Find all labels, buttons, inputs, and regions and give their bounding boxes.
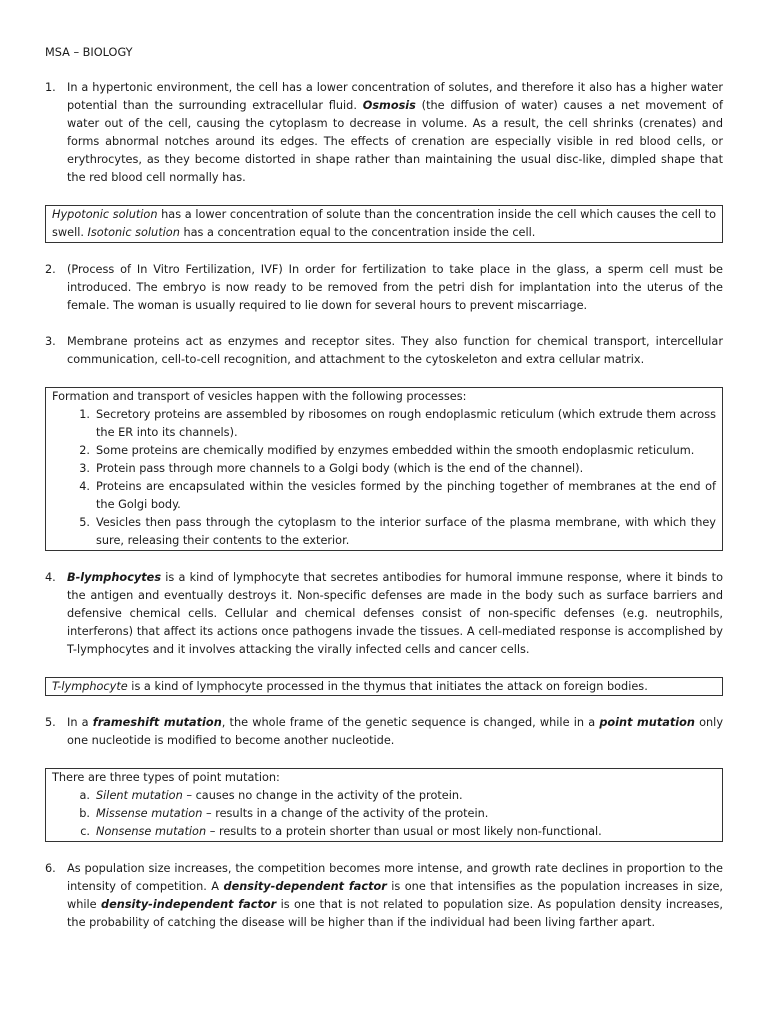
definition: – causes no change in the activity of the protein. [182,789,463,802]
question-5 [45,714,723,750]
list-letter: a. [79,789,90,802]
term: Nonsense mutation [96,825,207,838]
box-intro: Formation and transport of vesicles happen with the following processes: [52,390,467,403]
key-term: point mutation [599,716,695,729]
note-box-tonicity [45,205,723,243]
list-item [52,823,716,841]
list-item [52,442,716,460]
item-number: 6. [45,862,56,875]
box-intro: There are three types of point mutation: [52,771,280,784]
key-term: T-lymphocyte [52,680,128,693]
list-item [52,460,716,478]
list-item [52,787,716,805]
mutation-types-list [52,787,716,841]
document-page [45,46,723,950]
list-text: Secretory proteins are assembled by ribosomes on rough endoplasmic reticulum (which extrude them across the ER into its channels). [96,408,716,439]
text-run: only one nucleotide is modified to become another nucleotide. [67,716,724,747]
item-text [67,860,723,932]
list-text: Some proteins are chemically modified by enzymes embedded within the smooth endoplasmic reticulum. [96,444,695,457]
vesicle-steps-list [52,406,716,550]
list-number: 2. [79,444,90,457]
item-number: 1. [45,81,56,94]
text-run: , the whole frame of the genetic sequence is changed, while in a [221,716,600,729]
text-run: is a kind of lymphocyte processed in the thymus that initiates the attack on foreign bodies. [127,680,648,693]
question-4 [45,569,723,659]
text-run: As population size increases, the competition becomes more intense, and growth rate declines in proportion to the intensity of competition. A [67,862,723,893]
text-run: has a lower concentration of solute than the concentration inside the cell which causes the cell to swell. [52,208,716,239]
item-number: 5. [45,716,56,729]
text-run: (the diffusion of water) causes a net movement of water out of the cell, causing the cytoplasm to decrease in volume. As a result, the cell shrinks (crenates) and forms abnormal notches around its edges. The effects of crenation are especially visible in red blood cells, or erythrocytes, as they become distorted in shape rather than maintaining the usual disc-like, dimpled shape that the red blood cell normally has. [67,99,724,184]
text-run: is one that intensifies as the population increases in size, while [67,880,723,911]
list-number: 5. [79,516,90,529]
list-number: 1. [79,408,90,421]
box-text [52,206,716,242]
question-2 [45,261,723,315]
list-item [52,514,716,550]
list-text: Protein pass through more channels to a Golgi body (which is the end of the channel). [96,462,584,475]
question-3 [45,333,723,369]
item-number: 4. [45,571,56,584]
list-text: Vesicles then pass through the cytoplasm to the interior surface of the plasma membrane, with which they sure, releasing their contents to the exterior. [96,516,716,547]
list-letter: b. [79,807,90,820]
question-6 [45,860,723,932]
list-letter: c. [80,825,90,838]
list-item [52,406,716,442]
key-term: density-dependent factor [223,880,387,893]
text-run: In a hypertonic environment, the cell has a lower concentration of solutes, and therefore it also has a higher water potential than the surrounding extracellular fluid. [67,81,723,112]
text-run: Membrane proteins act as enzymes and receptor sites. They also function for chemical transport, intercellular communication, cell-to-cell recognition, and attachment to the cytoskeleton and extra cellular matrix. [67,335,723,366]
note-box-vesicles [45,387,723,551]
list-text [96,787,716,805]
key-term: frameshift mutation [92,716,222,729]
list-number: 3. [79,462,90,475]
note-box-t-lymphocyte [45,677,723,696]
key-term: density-independent factor [101,898,277,911]
list-text [96,823,716,841]
definition: – results in a change of the activity of the protein. [202,807,489,820]
term: Missense mutation [96,807,203,820]
document-header: MSA – BIOLOGY [45,46,133,59]
key-term: Isotonic solution [87,226,180,239]
text-run: has a concentration equal to the concentration inside the cell. [179,226,536,239]
text-run: (Process of In Vitro Fertilization, IVF) In order for fertilization to take place in the glass, a sperm cell must be introduced. The embryo is now ready to be removed from the petri dish for implantation into the uterus of the female. The woman is usually required to lie down for several hours to prevent miscarriage. [67,263,723,312]
key-term: Hypotonic solution [52,208,158,221]
item-text [67,79,723,187]
text-run: is one that is not related to population size. As population density increases, the probability of catching the disease will be higher than if the individual had been living farther apart. [67,898,724,929]
list-text: Proteins are encapsulated within the vesicles formed by the pinching together of membranes at the end of the Golgi body. [96,480,716,511]
item-text [67,333,723,369]
item-text [67,714,723,750]
list-text [96,805,716,823]
text-run: In a [67,716,93,729]
note-box-point-mutation [45,768,723,842]
list-item [52,805,716,823]
item-number: 2. [45,263,56,276]
list-item [52,478,716,514]
item-number: 3. [45,335,56,348]
key-term: B-lymphocytes [67,571,162,584]
item-text [67,261,723,315]
term: Silent mutation [96,789,183,802]
text-run: is a kind of lymphocyte that secretes antibodies for humoral immune response, where it binds to the antigen and eventually destroys it. Non-specific defenses are made in the body such as surface barriers and defensive chemical cells. Cellular and chemical defenses consist of non-specific defenses (e.g. neutrophils, interferons) that affect its actions once pathogens invade the tissues. A cell-mediated response is accomplished by T-lymphocytes and it involves attacking the virally infected cells and cancer cells. [67,571,723,656]
list-number: 4. [79,480,90,493]
key-term: Osmosis [362,99,416,112]
box-text [52,678,716,695]
question-1 [45,79,723,187]
definition: – results to a protein shorter than usual or most likely non-functional. [206,825,602,838]
item-text [67,569,723,659]
